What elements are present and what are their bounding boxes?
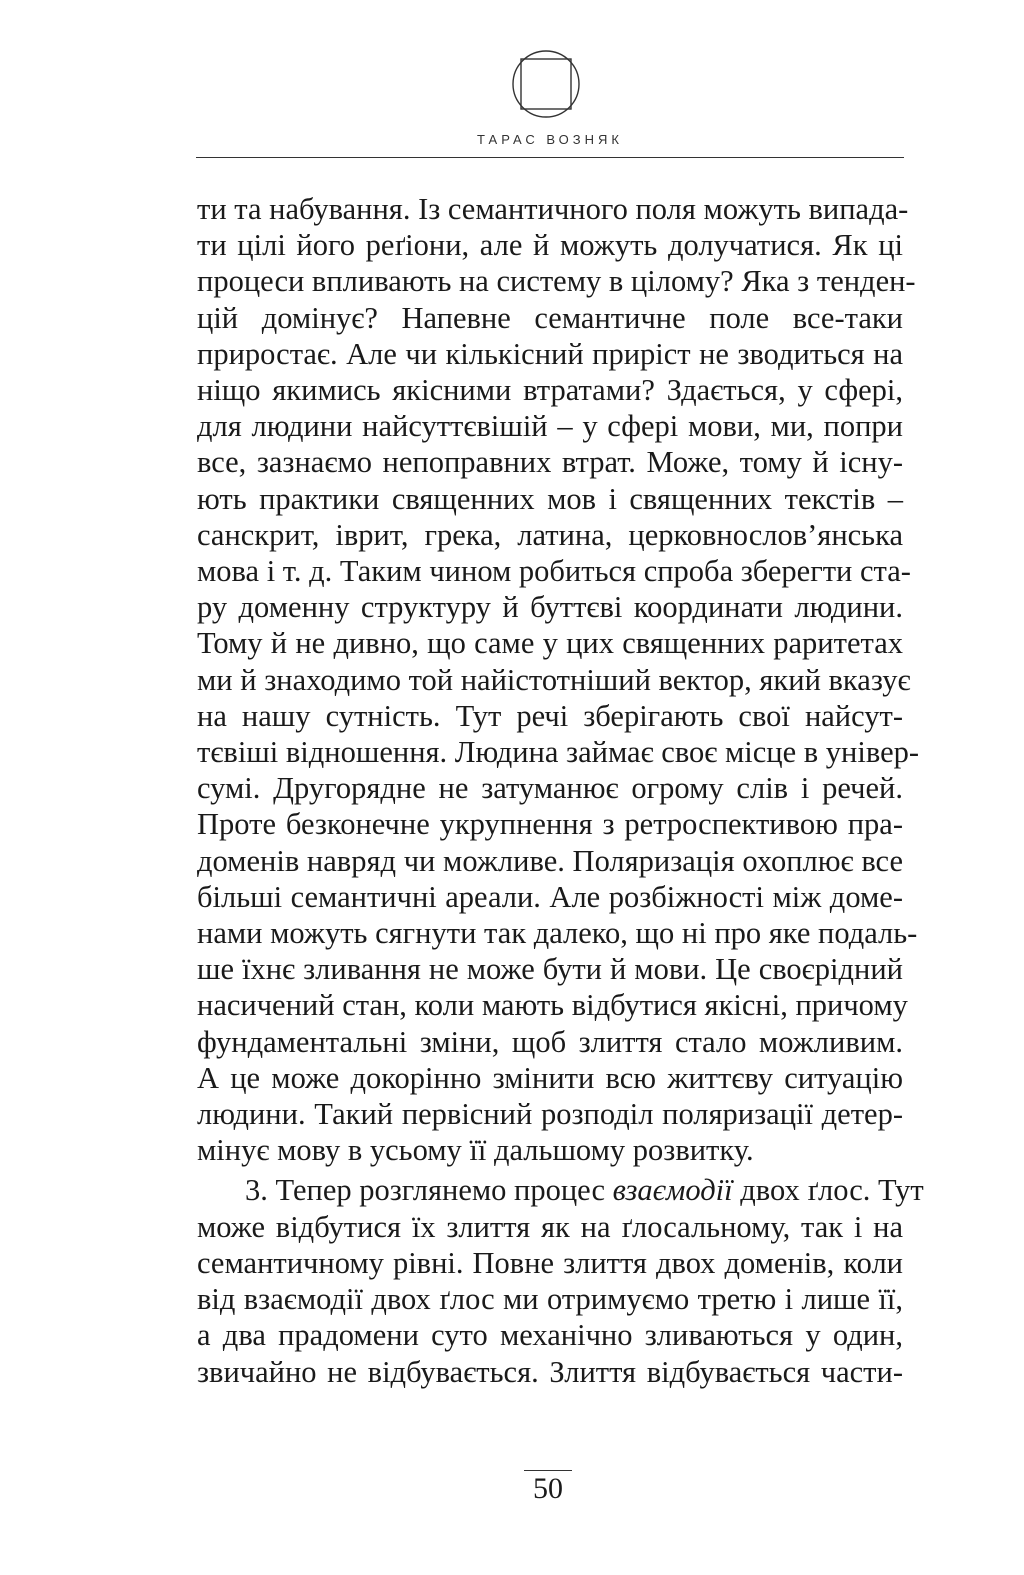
circle-square-emblem-icon [510, 48, 582, 120]
text-line: для людини найсуттєвішій – у сфері мови, ми, попри [197, 409, 903, 444]
text-line: більші семантичні ареали. Але розбіжності між домe- [197, 879, 903, 914]
page-number: 50 [533, 1472, 563, 1505]
running-head-author: ТАРАС ВОЗНЯК [477, 132, 623, 147]
text-line: ми й знаходимо той найістотніший вектор, який вказує [197, 662, 911, 697]
text-line: ше їхнє зливання не може бути й мови. Це своєрідний [197, 952, 903, 987]
text-line: доменів навряд чи можливе. Поляризація охоплює все [197, 843, 903, 878]
text-line: на нашу сутність. Тут речі зберігають свої найсут- [197, 698, 903, 733]
italic-term: взаємодії [612, 1173, 733, 1208]
paragraph-2-lead-text: 3. Тепер розглянемо процес [245, 1173, 613, 1208]
paragraph-end-line: мінує мову в усьому її дальшому розвитку. [197, 1133, 754, 1168]
text-line: нами можуть сягнути так далеко, що ні про яке подаль- [197, 916, 918, 951]
text-line: ніщо якимись якісними втратами? Здається, у сфері, [197, 373, 903, 408]
text-line: від взаємодії двох ґлос ми отримуємо третю і лише її, [197, 1282, 903, 1317]
text-line: Проте безконечне укрупнення з ретроспективою пра- [197, 807, 903, 842]
text-line: семантичному рівні. Повне злиття двох доменів, коли [197, 1245, 903, 1280]
text-line: може відбутися їх злиття як на ґлосальному, так і на [197, 1209, 903, 1244]
text-line: людини. Такий первісний розподіл поляризації детер- [197, 1097, 903, 1132]
text-line: все, зазнаємо непоправних втрат. Може, тому й існу- [197, 445, 903, 480]
text-line: сумі. Другорядне не затуманює огрому слів і речей. [197, 771, 903, 806]
text-line: мова і т. д. Таким чином робиться спроба зберегти ста- [197, 554, 911, 589]
text-line: А це може докорінно змінити всю життєву ситуацію [197, 1060, 903, 1095]
text-line: цій домінує? Напевне семантичне поле все-таки [197, 300, 903, 335]
text-line: звичайно не відбувається. Злиття відбувається части- [197, 1354, 903, 1389]
text-line: фундаментальні зміни, щоб злиття стало можливим. [197, 1024, 903, 1059]
paragraph-2-lead-tail: двох ґлос. Тут [732, 1173, 924, 1208]
text-line: Тому й не дивно, що саме у цих священних раритетах [197, 626, 903, 661]
text-line: процеси впливають на систему в цілому? Яка з тенден- [197, 264, 916, 299]
text-line: а два прадомени суто механічно зливаються у один, [197, 1318, 903, 1353]
text-line: насичений стан, коли мають відбутися якісні, причому [197, 988, 908, 1023]
text-line: ють практики священних мов і священних текстів – [197, 481, 903, 516]
text-line: приростає. Але чи кількісний приріст не зводиться на [197, 336, 903, 371]
text-line: санскрит, іврит, грека, латина, церковнослов’янська [197, 517, 903, 552]
text-line: тєвіші відношення. Людина займає своє місце в універ- [197, 735, 920, 770]
page-number-rule [524, 1470, 572, 1471]
text-line: ру доменну структуру й буттєві координати людини. [197, 590, 903, 625]
paragraph-2-first-line [197, 1172, 924, 1208]
body-text [197, 191, 924, 1390]
header-rule [196, 157, 904, 158]
text-line: ти та набування. Із семантичного поля можуть випада- [197, 192, 909, 226]
text-line: ти цілі його реґіони, але й можуть долучатися. Як ці [197, 228, 903, 263]
